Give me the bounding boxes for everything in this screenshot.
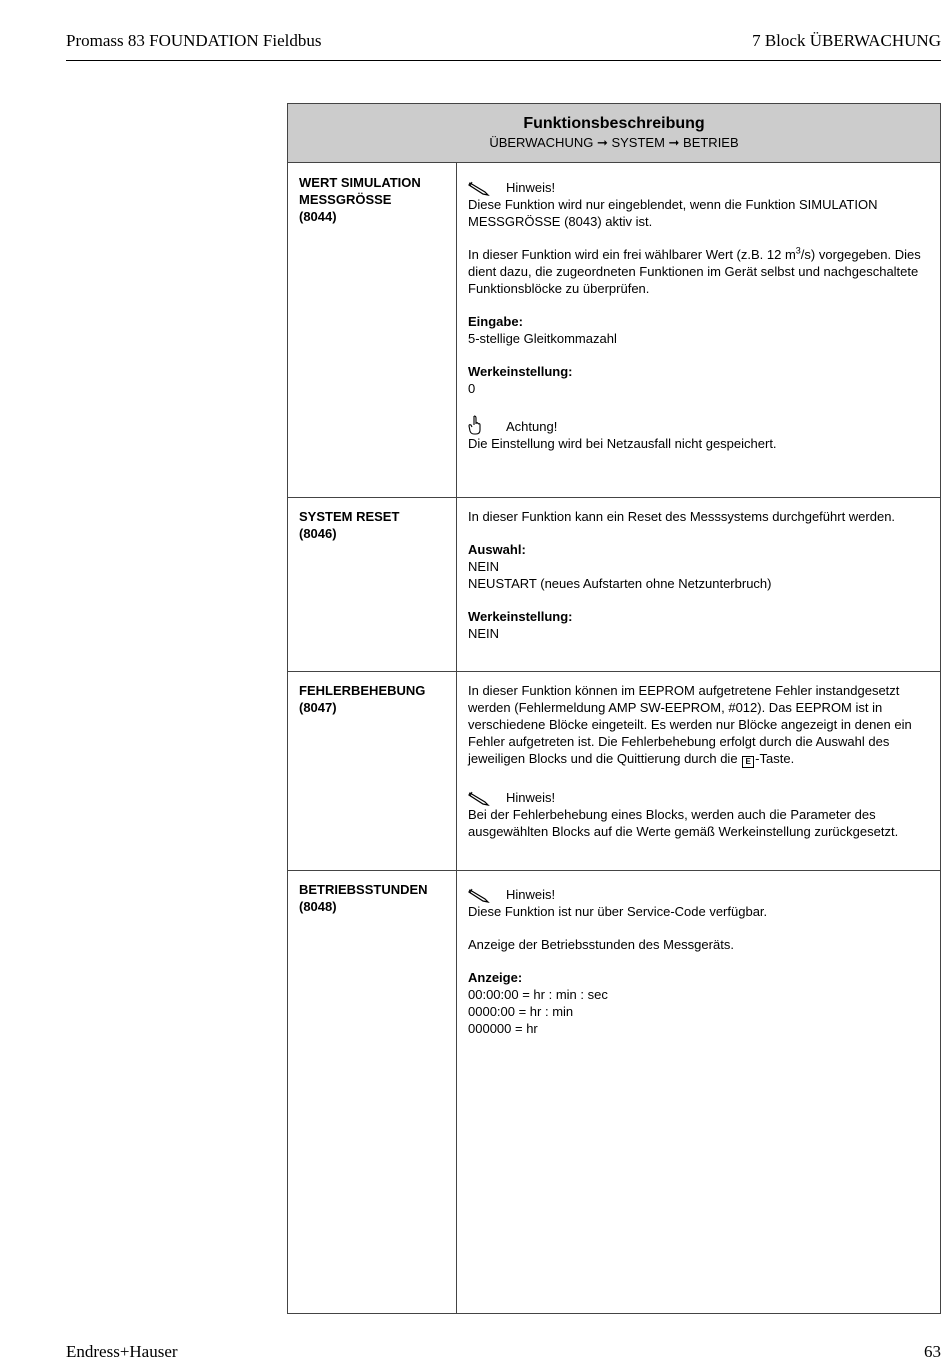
note-label: Hinweis! [506,790,556,805]
para-part: In dieser Funktion können im EEPROM aufgetretene Fehler instandgesetzt werden (Fehlermeldung AMP SW-EEPROM, #012). Das EEPROM ist in verschiedene Blöcke eingeteilt. Es werden nur Blöcke angezeigt in denen ein Fehler aufgetreten ist. Die Fehlerbehebung erfolgt durch die Auswahl des jeweiligen Blocks und die Quittierung durch die [468,683,912,766]
table-row [288,497,940,672]
label-line: (8044) [299,209,337,224]
table-header [288,104,940,163]
default-label: Werkeinstellung: [468,364,573,379]
note-text: Diese Funktion wird nur eingeblendet, wenn die Funktion SIMULATION MESSGRÖSSE (8043) aktiv ist. [468,197,878,229]
caution-text: Die Einstellung wird bei Netzausfall nicht gespeichert. [468,436,777,451]
note-text: Diese Funktion ist nur über Service-Code verfügbar. [468,904,768,919]
select-label: Auswahl: [468,542,526,557]
pencil-icon [468,180,506,196]
default-value: 0 [468,381,476,396]
pencil-icon [468,887,506,903]
default-label: Werkeinstellung: [468,609,573,624]
option-item: NEUSTART (neues Aufstarten ohne Netzunterbruch) [468,576,772,591]
row-content [468,881,930,1053]
para-part: -Taste. [755,751,795,766]
description-paragraph [468,682,930,768]
input-label: Eingabe: [468,314,523,329]
header-rule [66,60,941,61]
caution-label: Achtung! [506,419,558,434]
label-line: (8047) [299,700,337,715]
table-row [288,671,940,871]
note-label: Hinweis! [506,180,556,195]
row-label [299,174,449,225]
note-text: Bei der Fehlerbehebung eines Blocks, werden auch die Parameter des ausgewählten Blocks auf die Werte gemäß Werkeinstellung zurückgesetzt. [468,807,899,839]
row-content [468,682,930,856]
superscript: 3 [795,245,801,256]
display-value: 00:00:00 = hr : min : sec [468,987,608,1002]
function-table [287,103,941,1314]
row-content [468,508,930,658]
row-label [299,682,449,716]
table-path: ÜBERWACHUNG ➞ SYSTEM ➞ BETRIEB [489,135,739,150]
note-label: Hinweis! [506,887,556,902]
display-value: 000000 = hr [468,1021,538,1036]
e-key-icon: E [742,756,754,768]
label-line: (8046) [299,526,337,541]
label-line: BETRIEBSSTUNDEN [299,882,428,897]
input-value: 5-stellige Gleitkommazahl [468,331,617,346]
label-line: (8048) [299,899,337,914]
label-line: WERT SIMULATION [299,175,421,190]
label-line: MESSGRÖSSE [299,192,392,207]
table-row [288,163,940,498]
footer-brand: Endress+Hauser [66,1342,178,1361]
description-paragraph [468,246,930,297]
description-paragraph: In dieser Funktion kann ein Reset des Messsystems durchgeführt werden. [468,509,896,524]
table-title: Funktionsbeschreibung [523,115,705,132]
para-part: In dieser Funktion wird ein frei wählbarer Wert (z.B. 12 m [468,247,796,262]
header-left: Promass 83 FOUNDATION Fieldbus [66,31,322,50]
page-number: 63 [924,1342,941,1361]
display-label: Anzeige: [468,970,523,985]
option-item: NEIN [468,559,500,574]
pencil-icon [468,790,506,806]
pointing-hand-icon [468,415,506,435]
row-label [299,508,449,542]
row-content [468,174,930,468]
para-part: /s) vorgegeben. Dies dient dazu, die zugeordneten Funktionen im Gerät selbst und nachgeschaltete Funktionsblöcke zu überprüfen. [468,247,921,296]
display-value: 0000:00 = hr : min [468,1004,574,1019]
label-line: SYSTEM RESET [299,509,400,524]
row-label [299,881,449,915]
header-right: 7 Block ÜBERWACHUNG [752,31,941,50]
default-value: NEIN [468,626,500,641]
description-paragraph: Anzeige der Betriebsstunden des Messgeräts. [468,937,734,952]
table-row [288,870,940,1313]
label-line: FEHLERBEHEBUNG [299,683,426,698]
